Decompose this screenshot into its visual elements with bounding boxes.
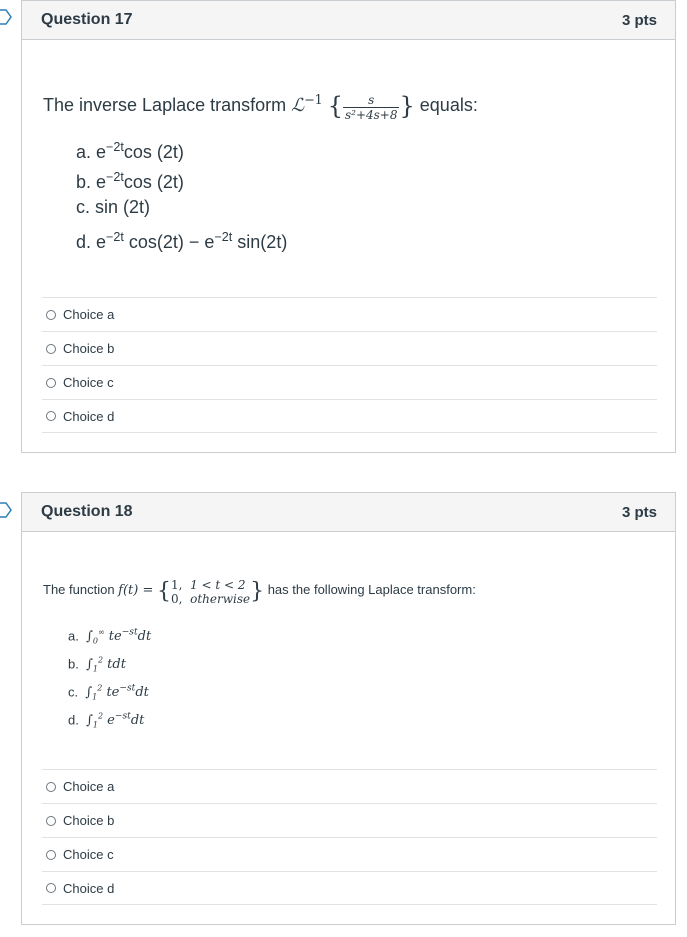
question-title: Question 18 (41, 503, 133, 520)
case-2-condition: otherwise (190, 592, 251, 606)
stem-prefix: The inverse Laplace transform (43, 95, 292, 115)
stem-suffix: has the following Laplace transform: (267, 582, 476, 597)
radio-button[interactable] (46, 816, 56, 826)
case-1-condition: 1 < t < 2 (190, 578, 246, 592)
question-18 (21, 492, 676, 925)
choice-label: Choice b (63, 341, 115, 356)
option-a: a. $\int_0^\infty$ $te^{-st}dt$ (68, 628, 152, 646)
radio-button[interactable] (46, 883, 56, 893)
question-points: 3 pts (621, 11, 657, 29)
answer-choice-a[interactable] (42, 297, 657, 331)
fraction-numerator: s (343, 93, 400, 108)
answer-choice-b[interactable] (42, 803, 657, 837)
answer-choice-c[interactable] (42, 365, 657, 399)
option-list (68, 619, 151, 731)
option-label: a. (76, 142, 92, 162)
answer-choices (42, 769, 657, 905)
piecewise-cases (171, 578, 250, 606)
radio-button[interactable] (46, 344, 56, 354)
option-label: c. (68, 684, 79, 700)
answer-choice-d[interactable] (42, 399, 657, 433)
answer-choices (42, 297, 657, 433)
choice-label: Choice d (63, 408, 115, 424)
brace-close: } (399, 92, 415, 120)
operator-exponent: −1 (304, 92, 323, 107)
answer-choice-a[interactable] (42, 769, 657, 803)
fraction-denominator: s²+4s+8 (344, 108, 398, 122)
question-stem (43, 92, 478, 122)
choice-label: Choice d (63, 880, 115, 896)
question-stem (43, 578, 476, 606)
option-label: c. (76, 197, 91, 217)
option-label: d. (68, 712, 79, 728)
option-d: d. $\int_1^2$ $e^{-st}dt$ (68, 712, 145, 730)
brace-close: } (250, 579, 265, 604)
question-flag-icon[interactable] (0, 9, 13, 25)
question-header (22, 1, 675, 40)
radio-button[interactable] (46, 378, 56, 388)
option-label: d. (76, 232, 92, 252)
case-2-value: 0, (171, 592, 183, 606)
option-c: c. sin (2t) (76, 197, 151, 217)
option-list (76, 132, 287, 252)
option-label: a. (68, 628, 79, 644)
choice-label: Choice a (63, 307, 115, 322)
choice-label: Choice a (63, 779, 115, 794)
answer-choice-d[interactable] (42, 871, 657, 905)
function-expression: f(t) = (118, 583, 154, 598)
brace-open: { (327, 92, 343, 120)
option-b: b. $\int_1^2$ tdt (68, 656, 126, 674)
option-d: d. $e^{-2t}$ $\cos(2t) - e^{-2t}$ sin(2t) (76, 230, 288, 252)
radio-button[interactable] (46, 310, 56, 320)
choice-label: Choice c (63, 847, 114, 862)
radio-button[interactable] (46, 782, 56, 792)
option-b: b. $e^{-2t}\cos$ (2t) (76, 170, 184, 192)
brace-open: { (157, 579, 171, 604)
stem-prefix: The function (43, 582, 119, 597)
question-17 (21, 0, 676, 453)
option-c: c. $\int_1^2$ $te^{-st}dt$ (68, 684, 149, 702)
question-header (22, 493, 675, 532)
question-points: 3 pts (621, 503, 657, 521)
stem-suffix: equals: (419, 95, 478, 115)
choice-label: Choice c (63, 375, 114, 390)
answer-choice-c[interactable] (42, 837, 657, 871)
fraction (343, 93, 400, 122)
option-label: b. (68, 656, 79, 672)
radio-button[interactable] (46, 411, 56, 421)
question-flag-icon[interactable] (0, 502, 13, 518)
laplace-operator: ℒ (291, 95, 305, 116)
option-a: a. $e^{-2t}\cos$ (2t) (76, 140, 184, 162)
answer-choice-b[interactable] (42, 331, 657, 365)
option-label: b. (76, 172, 92, 192)
question-title: Question 17 (41, 11, 133, 28)
radio-button[interactable] (46, 850, 56, 860)
case-1-value: 1, (171, 578, 183, 592)
choice-label: Choice b (63, 813, 115, 828)
